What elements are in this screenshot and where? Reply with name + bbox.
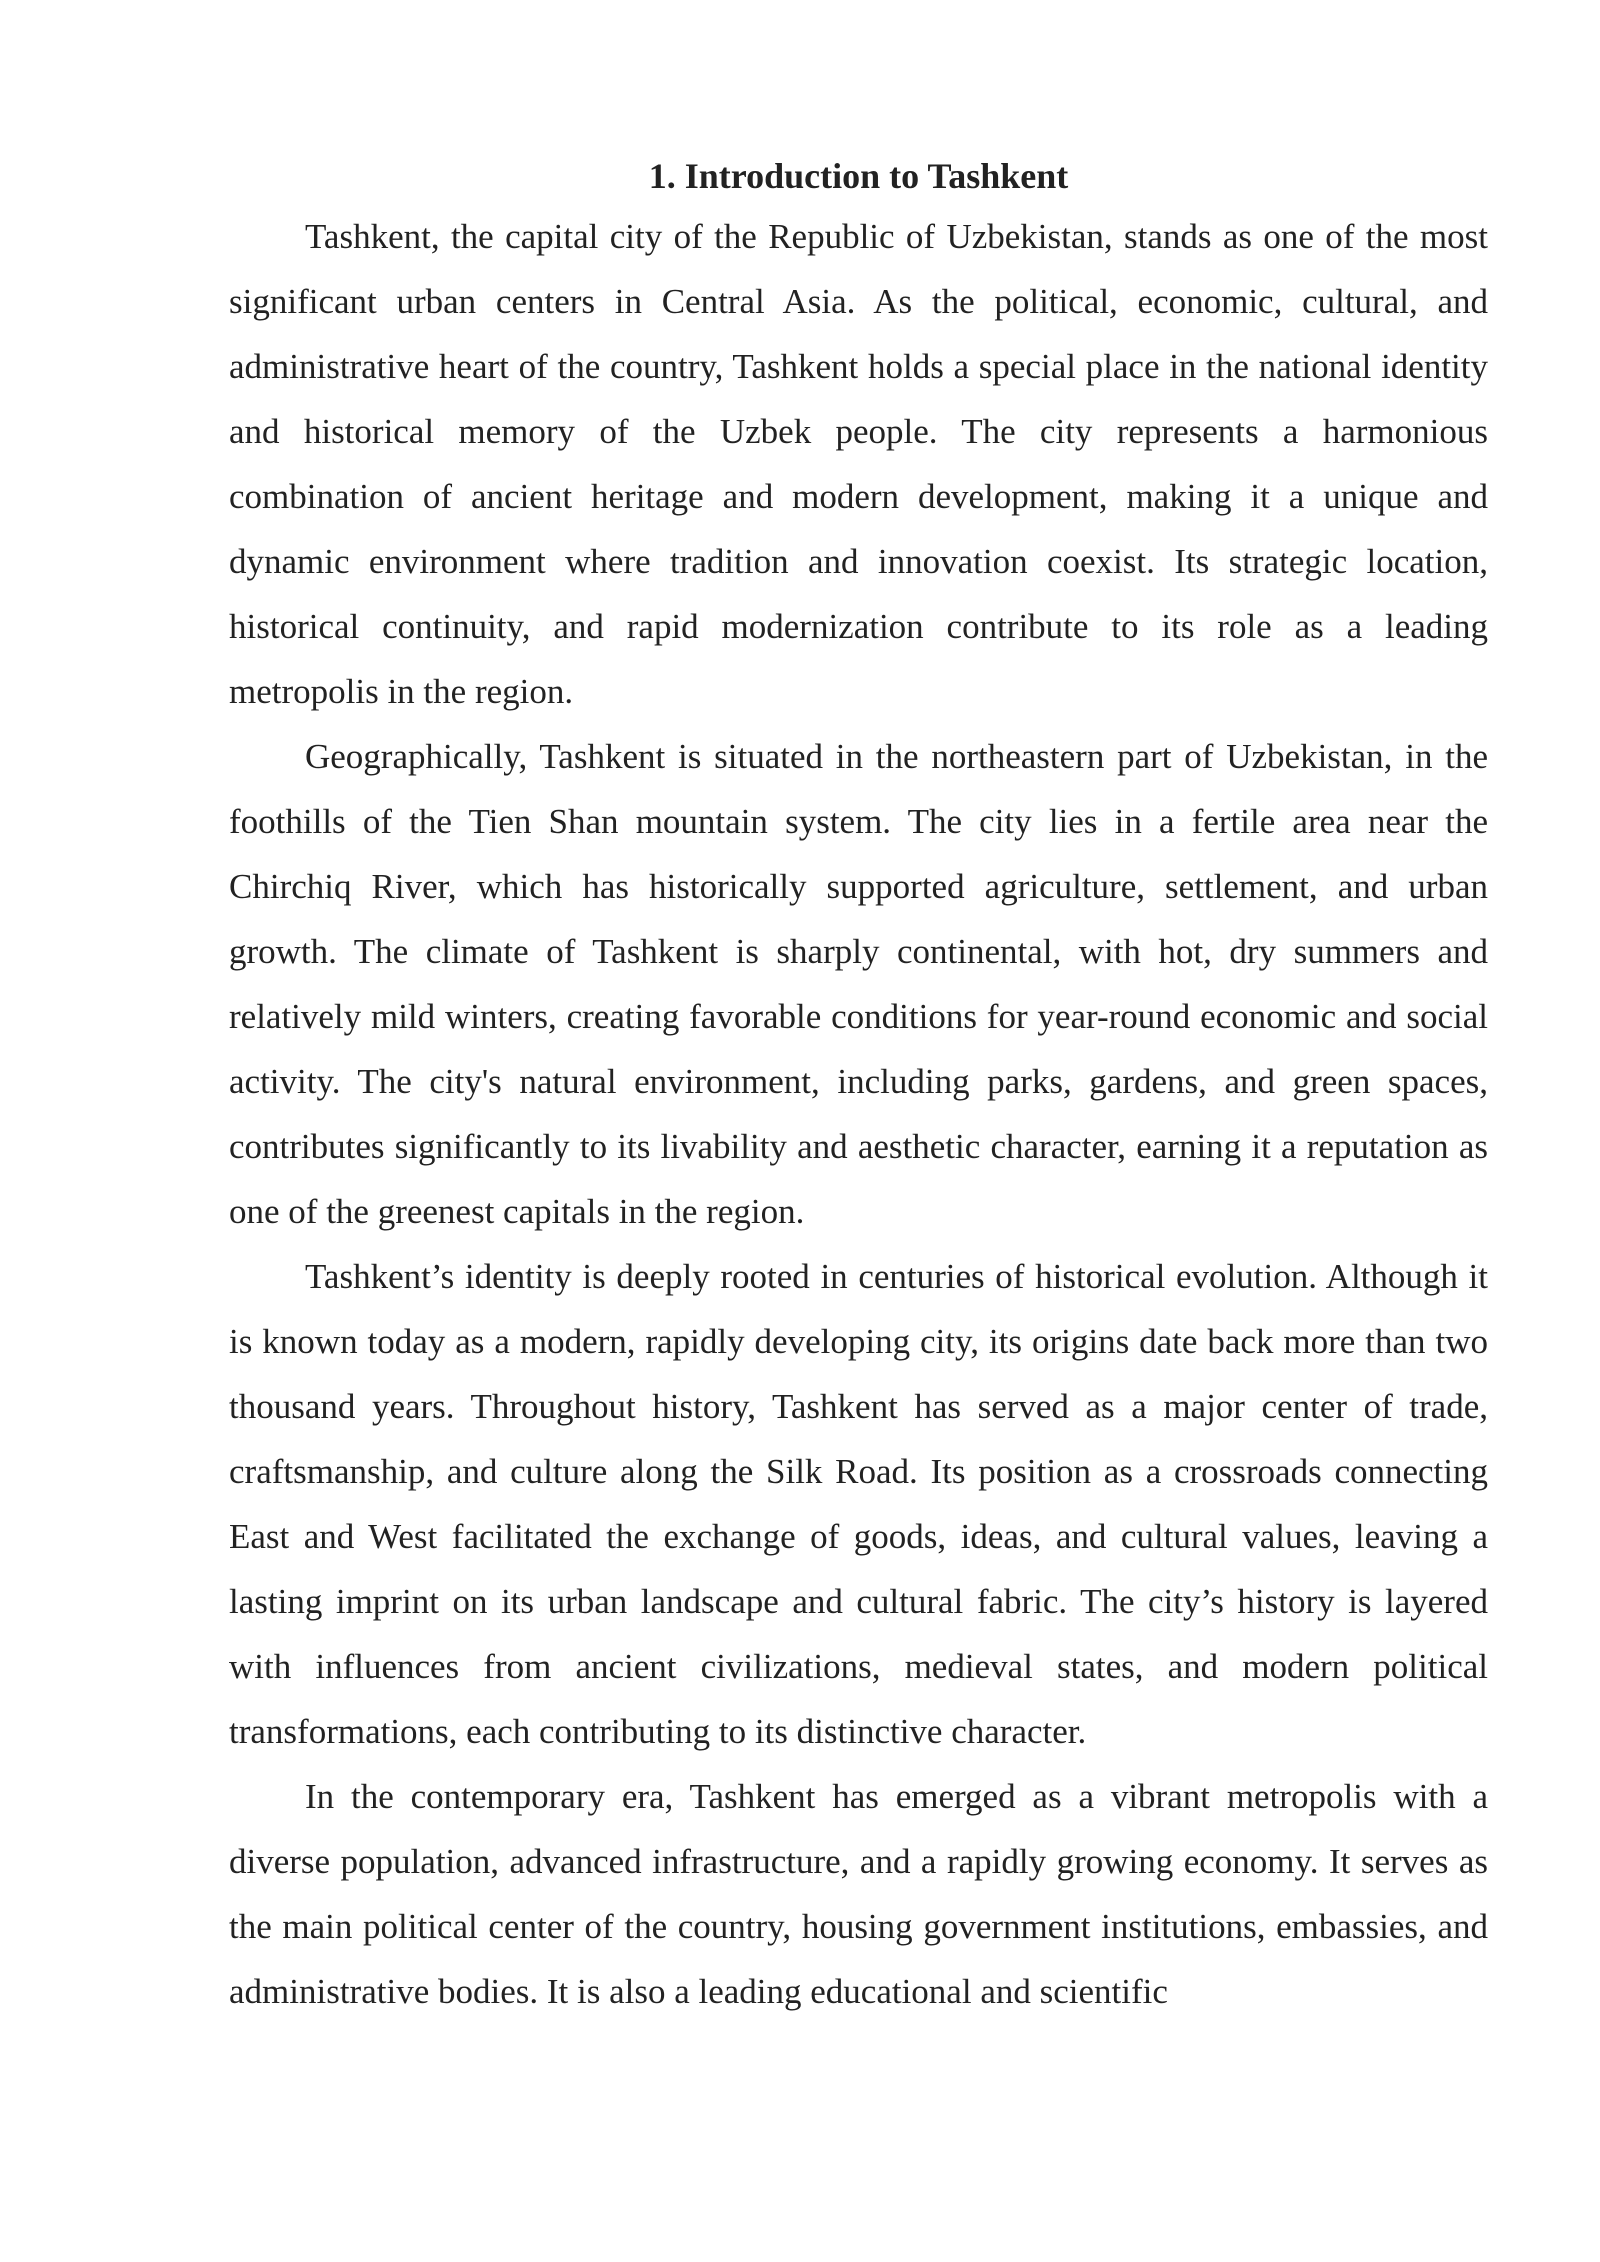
paragraph-1: Tashkent, the capital city of the Republic of Uzbekistan, stands as one of the most significant urban centers in Central Asia. As the political, economic, cultural, and administrative heart of the country, Tashkent holds a special place in the national identity and historical memory of the Uzbek people. The city represents a harmonious combination of ancient heritage and modern development, making it a unique and dynamic environment where tradition and innovation coexist. Its strategic location, historical continuity, and rapid modernization contribute to its role as a leading metropolis in the region. — [229, 217, 1488, 711]
paragraph-3: Tashkent’s identity is deeply rooted in centuries of historical evolution. Although it is known today as a modern, rapidly developing city, its origins date back more than two thousand years. Throughout history, Tashkent has served as a major center of trade, craftsmanship, and culture along the Silk Road. Its position as a crossroads connecting East and West facilitated the exchange of goods, ideas, and cultural values, leaving a lasting imprint on its urban landscape and cultural fabric. The city’s history is layered with influences from ancient civilizations, medieval states, and modern political transformations, each contributing to its distinctive character. — [229, 1257, 1488, 1751]
section-title: 1. Introduction to Tashkent — [648, 156, 1069, 196]
paragraph-2: Geographically, Tashkent is situated in the northeastern part of Uzbekistan, in the foothills of the Tien Shan mountain system. The city lies in a fertile area near the Chirchiq River, which has historically supported agriculture, settlement, and urban growth. The climate of Tashkent is sharply continental, with hot, dry summers and relatively mild winters, creating favorable conditions for year-round economic and social activity. The city's natural environment, including parks, gardens, and green spaces, contributes significantly to its livability and aesthetic character, earning it a reputation as one of the greenest capitals in the region. — [229, 737, 1488, 1231]
paragraph-4: In the contemporary era, Tashkent has emerged as a vibrant metropolis with a diverse population, advanced infrastructure, and a rapidly growing economy. It serves as the main political center of the country, housing government institutions, embassies, and administrative bodies. It is also a leading educational and scientific — [229, 1777, 1488, 2011]
document-body — [229, 150, 1488, 2024]
